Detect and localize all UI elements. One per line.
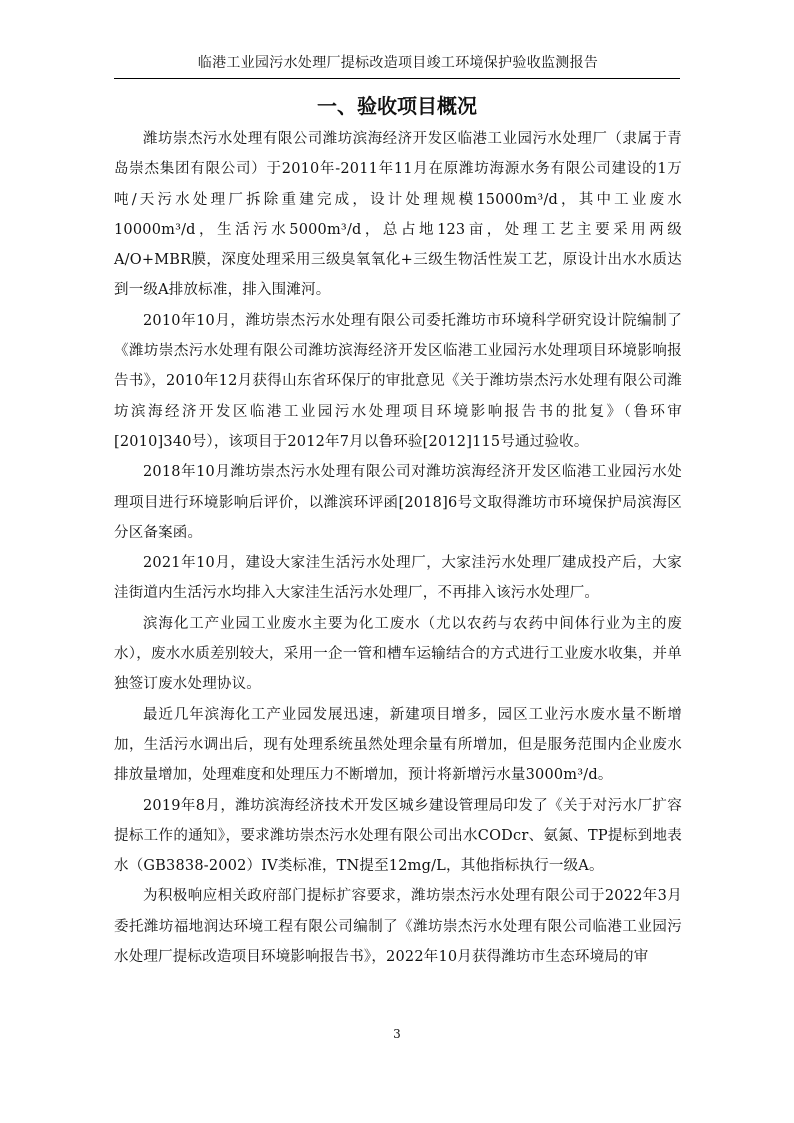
paragraph-notice-2019: 2019年8月，潍坊滨海经济技术开发区城乡建设管理局印发了《关于对污水厂扩容提标工作的通知》，要求潍坊崇杰污水处理有限公司出水CODcr、氨氮、TP提标到地表水（GB3838-2002）IV类标准，TN提至12mg/L，其他指标执行一级A。	[114, 797, 682, 875]
page-number: 3	[393, 1027, 401, 1041]
running-header: 临港工业园污水处理厂提标改造项目竣工环境保护验收监测报告	[197, 55, 599, 71]
paragraph-growth: 最近几年滨海化工产业园发展迅速，新建项目增多，园区工业污水废水量不断增加，生活污水调出后，现有处理系统虽然处理余量有所增加，但是服务范围内企业废水排放量增加，处理难度和处理压力不断增加，预计将新增污水量3000m³/d。	[114, 706, 682, 784]
paragraph-post-evaluation-2018: 2018年10月潍坊崇杰污水处理有限公司对潍坊滨海经济开发区临港工业园污水处理项目进行环境影响后评价，以潍滨环评函[2018]6号文取得潍坊市环境保护局滨海区分区备案函。	[114, 464, 682, 541]
paragraph-chemical-wastewater: 滨海化工产业园工业废水主要为化工废水（尤以农药与农药中间体行业为主的废水），废水水质差别较大，采用一企一管和槽车运输结合的方式进行工业废水收集，并单独签订废水处理协议。	[114, 615, 682, 693]
section-title: 一、验收项目概况	[317, 94, 477, 118]
paragraph-overview: 潍坊崇杰污水处理有限公司潍坊滨海经济开发区临港工业园污水处理厂（隶属于青岛崇杰集团有限公司）于2010年-2011年11月在原潍坊海源水务有限公司建设的1万吨/天污水处理厂拆除重建完成，设计处理规模15000m³/d，其中工业废水10000m³/d，生活污水5000m³/d，总占地123亩，处理工艺主要采用两级A/O+MBR膜，深度处理采用三级臭氧氧化+三级生物活性炭工艺，原设计出水水质达到一级A排放标准，排入围滩河。	[114, 131, 682, 299]
paragraph-dajiawa-2021: 2021年10月，建设大家洼生活污水处理厂，大家洼污水处理厂建成投产后，大家洼街道内生活污水均排入大家洼生活污水处理厂，不再排入该污水处理厂。	[114, 555, 682, 602]
body-text	[114, 124, 682, 972]
paragraph-upgrade-2022: 为积极响应相关政府部门提标扩容要求，潍坊崇杰污水处理有限公司于2022年3月委托潍坊福地润达环境工程有限公司编制了《潍坊崇杰污水处理有限公司临港工业园污水处理厂提标改造项目环境影响报告书》，2022年10月获得潍坊市生态环境局的审	[114, 888, 682, 966]
paragraph-eia-2010: 2010年10月，潍坊崇杰污水处理有限公司委托潍坊市环境科学研究设计院编制了《潍坊崇杰污水处理有限公司潍坊滨海经济开发区临港工业园污水处理项目环境影响报告书》，2010年12月获得山东省环保厅的审批意见《关于潍坊崇杰污水处理有限公司潍坊滨海经济开发区临港工业园污水处理项目环境影响报告书的批复》（鲁环审[2010]340号），该项目于2012年7月以鲁环验[2012]115号通过验收。	[114, 312, 682, 450]
header-divider	[114, 78, 680, 79]
